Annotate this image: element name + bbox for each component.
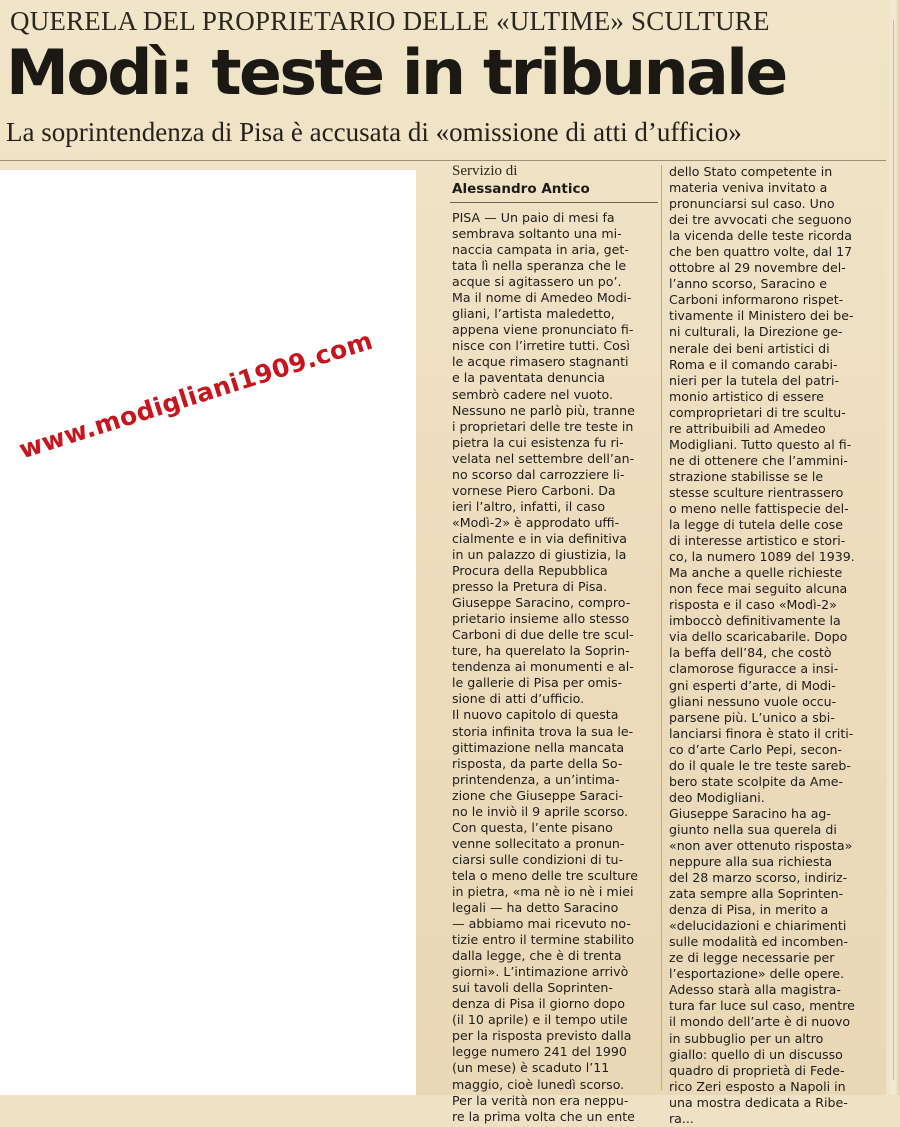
article-text-line: una mostra dedicata a Ribe- [669, 1094, 848, 1110]
article-text-line: gliani nessuno vuole occu- [669, 693, 837, 709]
article-text-line: denza di Pisa, in merito a [669, 902, 829, 918]
page-edge-line [893, 20, 894, 1080]
article-text-line: re la prima volta che un ente [452, 1108, 635, 1124]
article-text-line: del 28 marzo scorso, indiriz- [669, 870, 848, 886]
article-text-line: o meno nelle fattispecie del- [669, 500, 849, 516]
article-subhead: La soprintendenza di Pisa è accusata di «omissione di atti d’ufficio» [6, 117, 742, 147]
blank-photo-area [0, 170, 416, 1095]
article-text-line: e la paventata denuncia [452, 370, 606, 386]
article-text-line: co d’arte Carlo Pepi, secon- [669, 741, 842, 757]
article-text-line: pronunciarsi sul caso. Uno [669, 196, 835, 212]
article-text-line: Giuseppe Saracino ha ag- [669, 805, 831, 821]
article-text-line: «delucidazioni e chiarimenti [669, 918, 847, 934]
article-text-line: «non aver ottenuto risposta» [669, 837, 853, 853]
article-text-line: Il nuovo capitolo di questa [452, 707, 619, 723]
article-text-line: Modigliani. Tutto questo al fi- [669, 436, 852, 452]
article-text-line: legali — ha detto Saracino [452, 900, 619, 916]
article-text-line: presso la Pretura di Pisa. [452, 579, 608, 595]
article-text-line: Carboni informarono rispet- [669, 292, 844, 308]
article-headline: Modì: teste in tribunale [6, 36, 786, 109]
column-divider [661, 165, 662, 1090]
article-text-line: no le inviò il 9 aprile scorso. [452, 803, 629, 819]
article-text-line: do il quale le tre teste sareb- [669, 757, 851, 773]
article-text-line: velata nel settembre dell’an- [452, 450, 635, 466]
article-text-line: sembrava soltanto una mi- [452, 226, 622, 242]
article-text-line: giorni». L’intimazione arrivò [452, 964, 629, 980]
article-text-line: stesse sculture rientrassero [669, 484, 844, 500]
article-text-line: storia infinita trova la sua le- [452, 723, 634, 739]
article-text-line: ni culturali, la Direzione ge- [669, 324, 843, 340]
article-text-line: appena viene pronunciato fi- [452, 322, 634, 338]
article-text-line: tata lì nella speranza che le [452, 258, 627, 274]
article-text-line: i proprietari delle tre teste in [452, 418, 634, 434]
article-text-line: prietario insieme allo stesso [452, 611, 630, 627]
article-text-line: deo Modigliani. [669, 789, 765, 805]
article-text-line: in pietra, «ma nè io nè i miei [452, 883, 634, 899]
article-text-line: Carboni di due delle tre scul- [452, 627, 634, 643]
article-text-line: sui tavoli della Soprinten- [452, 980, 613, 996]
article-text-line: vornese Piero Carboni. Da [452, 482, 616, 498]
article-text-line: le gallerie di Pisa per omis- [452, 675, 623, 691]
article-text-line: parsene più. L’unico a sbi- [669, 709, 835, 725]
website-watermark: www.modigliani1909.com [15, 325, 377, 465]
byline-rule [450, 202, 658, 203]
article-text-line: tivamente il Ministero dei be- [669, 308, 854, 324]
article-text-line: in subbuglio per un altro [669, 1030, 824, 1046]
article-text-line: no scorso dal carrozziere li- [452, 466, 625, 482]
article-text-line: risposta, da parte della So- [452, 755, 623, 771]
article-text-line: quadro di proprietà di Fede- [669, 1062, 845, 1078]
article-text-line: il mondo dell’arte è di nuovo [669, 1014, 851, 1030]
article-text-line: comproprietari di tre scultu- [669, 404, 846, 420]
article-text-line: legge numero 241 del 1990 [452, 1044, 627, 1060]
byline-label: Servizio di [452, 163, 518, 179]
article-text-line: Nessuno ne parlò più, tranne [452, 402, 635, 418]
article-text-line: gliani, l’artista maledetto, [452, 306, 615, 322]
article-text-line: (un mese) è scaduto l’11 [452, 1060, 610, 1076]
article-text-line: maggio, cioè lunedì scorso. [452, 1076, 625, 1092]
article-text-line: gittimazione nella mancata [452, 739, 625, 755]
article-text-line: giallo: quello di un discusso [669, 1046, 843, 1062]
article-text-line: PISA — Un paio di mesi fa [452, 210, 615, 225]
article-text-line: lanciarsi finora è stato il criti- [669, 725, 854, 741]
article-text-line: neppure alla sua richiesta [669, 854, 833, 870]
article-text-line: re attribuibili ad Amedeo [669, 420, 826, 436]
article-text-line: risposta e il caso «Modì-2» [669, 597, 837, 613]
article-text-line: la vicenda delle teste ricorda [669, 228, 852, 244]
article-text-line: le acque rimasero stagnanti [452, 354, 629, 370]
article-text-line: bero state scolpite da Ame- [669, 773, 844, 789]
header-rule [0, 160, 886, 161]
article-text-line: la beffa dell’84, che costò [669, 645, 832, 661]
article-text-line: Con questa, l’ente pisano [452, 819, 613, 835]
article-text-line: non fece mai seguito alcuna [669, 581, 848, 597]
article-text-line: — abbiamo mai ricevuto no- [452, 916, 631, 932]
article-text-line: strazione stabilisse se le [669, 468, 824, 484]
article-kicker: QUERELA DEL PROPRIETARIO DELLE «ULTIME» SCULTURE [10, 6, 770, 36]
article-text-line: zione che Giuseppe Saraci- [452, 787, 624, 803]
article-text-line: ture, ha querelato la Soprin- [452, 643, 630, 659]
article-text-line: ze di legge necessarie per [669, 950, 835, 966]
article-text-line: dalla legge, che è di trenta [452, 948, 622, 964]
article-text-line: Adesso starà alla magistra- [669, 982, 841, 998]
article-text-line: tendenza ai monumenti e al- [452, 659, 634, 675]
article-text-line: via dello scaricabarile. Dopo [669, 629, 848, 645]
article-text-line: Giuseppe Saracino, compro- [452, 595, 631, 611]
article-text-line: tizie entro il termine stabilito [452, 932, 635, 948]
article-text-line: co, la numero 1089 del 1939. [669, 549, 855, 565]
article-text-line: di interesse artistico e stori- [669, 533, 846, 549]
article-text-line: ieri l’altro, infatti, il caso [452, 498, 606, 514]
article-text-line: per la risposta previsto dalla [452, 1028, 632, 1044]
article-text-line: naccia campata in aria, get- [452, 242, 629, 258]
article-text-line: dello Stato competente in [669, 164, 833, 179]
article-text-line: ne di ottenere che l’ammini- [669, 452, 848, 468]
article-text-line: giunto nella sua querela di [669, 821, 837, 837]
article-text-line: venne sollecitato a pronun- [452, 835, 625, 851]
article-text-line: ciarsi sulle condizioni di tu- [452, 851, 624, 867]
article-text-line: l’anno scorso, Saracino e [669, 276, 827, 292]
article-text-line: materia veniva invitato a [669, 180, 828, 196]
article-text-line: clamorose figuracce a insi- [669, 661, 839, 677]
article-text-line: denza di Pisa il giorno dopo [452, 996, 625, 1012]
article-text-line: tela o meno delle tre sculture [452, 867, 638, 883]
article-column-1 [452, 210, 656, 1125]
article-text-line: ottobre al 29 novembre del- [669, 260, 846, 276]
article-text-line: dei tre avvocati che seguono [669, 212, 852, 228]
article-text-line: in un palazzo di giustizia, la [452, 546, 627, 562]
article-text-line: cialmente e in via definitiva [452, 530, 627, 546]
article-text-line: monio artistico di essere [669, 388, 824, 404]
article-text-line: nieri per la tutela del patri- [669, 372, 839, 388]
article-text-line: rico Zeri esposto a Napoli in [669, 1078, 846, 1094]
article-text-line: pietra la cui esistenza fu ri- [452, 434, 624, 450]
article-text-line: sione di atti d’ufficio. [452, 691, 585, 707]
article-text-line: ra... [669, 1110, 694, 1126]
article-text-line: acque si agitassero un po’. [452, 274, 622, 290]
article-text-line: che ben quattro volte, dal 17 [669, 244, 853, 260]
article-text-line: printendenza, a un’intima- [452, 771, 620, 787]
article-text-line: l’esportazione» delle opere. [669, 966, 845, 982]
article-text-line: zata sempre alla Soprinten- [669, 886, 844, 902]
article-column-2 [669, 164, 881, 1127]
article-text-line: tura far luce sul caso, mentre [669, 998, 855, 1014]
byline-author: Alessandro Antico [452, 181, 590, 197]
article-text-line: Ma il nome di Amedeo Modi- [452, 290, 632, 306]
article-text-line: «Modì-2» è approdato uffi- [452, 514, 620, 530]
article-text-line: Ma anche a quelle richieste [669, 565, 843, 581]
article-text-line: nisce con l’irretire tutti. Così [452, 338, 630, 354]
article-text-line: Per la verità non era neppu- [452, 1092, 629, 1108]
article-text-line: Roma e il comando carabi- [669, 356, 838, 372]
article-text-line: (il 10 aprile) e il tempo utile [452, 1012, 628, 1028]
article-text-line: Procura della Repubblica [452, 563, 608, 579]
article-text-line: la legge di tutela delle cose [669, 517, 843, 533]
article-text-line: imboccò definitivamente la [669, 613, 841, 629]
article-text-line: nerale dei beni artistici di [669, 340, 830, 356]
article-text-line: sulle modalità ed incomben- [669, 934, 849, 950]
article-text-line: gni esperti d’arte, di Modi- [669, 677, 836, 693]
article-text-line: sembrò cadere nel vuoto. [452, 386, 614, 402]
